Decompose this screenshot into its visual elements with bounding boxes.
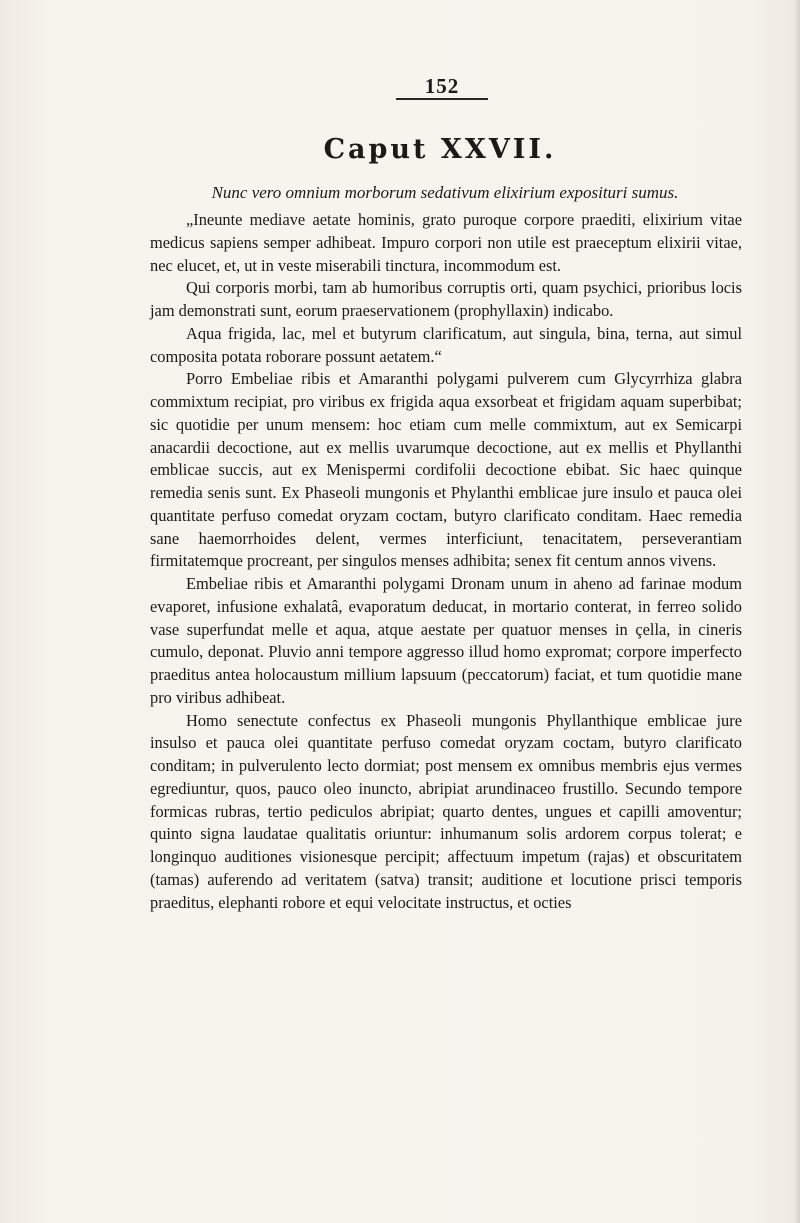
paragraph: „Ineunte mediave aetate hominis, grato puroque corpore praediti, elixirium vitae medicus sapiens semper adhibeat. Impuro corpori non utile est praeceptum elixirii vitae, nec elucet, et, ut in veste miserabili tinctura, incommodum est. [150,210,742,275]
paragraph: Homo senectute confectus ex Phaseoli mungonis Phyllanthique emblicae jure insulso et pauca olei quantitate perfuso comedat oryzam coctam, butyro clarificato conditam; in pulverulento lecto dormiat; post mensem ex omnibus membris ejus vermes egrediuntur, quos, pauco oleo inuncto, abripiat arundinaceo frustillo. Secundo tempore formicas rubras, tertio pediculos abripiat; quarto dentes, ungues et capilli amoventur; quinto signa laudatae qualitatis oriuntur: inhumanum solis ardorem corpus tolerat; e longinquo auditiones visionesque percipit; affectuum impetum (rajas) et obscuritatem (tamas) auferendo ad veritatem (satva) transit; auditione et locutione prisci temporis praeditus, elephanti robore et equi velocitate instructus, et octies [150,710,742,912]
paragraph: Porro Embeliae ribis et Amaranthi polygami pulverem cum Glycyrrhiza glabra commixtum recipiat, pro viribus ex frigida aqua exsorbeat et frigidam aquam superbibat; sic quotidie per unum mensem: hoc etiam cum melle commixtum, aut ex Semicarpi anacardii decoctione, aut ex mellis uvarumque decoctione, aut ex mellis et Phyllanthi emblicae succis, aut ex Menispermi cordifolii decoctione ebibat. Sic haec quinque remedia senis sunt. Ex Phaseoli mungonis et Phylanthi emblicae jure insulo et pauca olei quantitate perfuso comedat oryzam coctam, butyro clarificato conditam. Haec remedia sane haemorrhoides delent, vermes interficiunt, tenacitatem, perseverantiam firmitatemque procreant, per singulos menses adhibita; senex fit centum annos vivens. [150,369,742,571]
body-text [150,209,742,914]
chapter-title: Caput XXVII. [323,134,557,165]
page-number-rule [396,98,488,100]
page-edge-shadow [794,0,800,1223]
chapter-subtitle: Nunc vero omnium morborum sedativum elixirium expositurі sumus. [211,183,679,202]
paragraph: Qui corporis morbi, tam ab humoribus corruptis orti, quam psychici, prioribus locis jam demonstrati sunt, eorum praeservationem (prophyllaxin) indicabo. [150,278,742,320]
page-number: 152 [424,74,460,98]
paragraph: Embeliae ribis et Amaranthi polygami Dronam unum in aheno ad farinae modum evaporet, infusione exhalatâ, evaporatum deducat, in mortario conterat, in ferreo solido vase superfundat melle et aqua, atque aestate per quatuor menses in çella, in cineris cumulo, deponat. Pluvio anni tempore aggresso illud homo expromat; corpore imperfecto praeditus antea holocaustum millium lapsuum (peccatorum) faciat, et tum quotidie mane pro viribus adhibeat. [150,574,742,707]
paragraph: Aqua frigida, lac, mel et butyrum clarificatum, aut singula, bina, terna, aut simul composita potata roborare possunt aetatem.“ [150,323,742,366]
